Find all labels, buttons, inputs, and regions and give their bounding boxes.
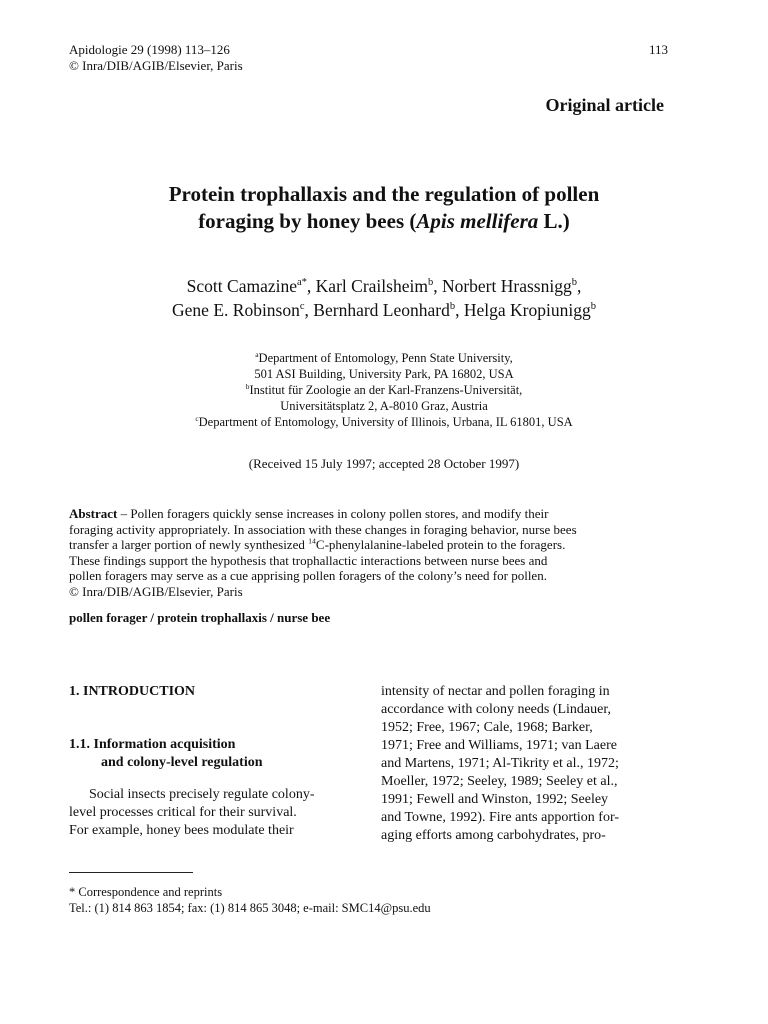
author: Norbert Hrassnigg [441,276,572,296]
keywords: pollen forager / protein trophallaxis / nurse bee [69,610,331,625]
page-number: 113 [648,42,668,57]
author-list [0,274,768,322]
right-column-text: intensity of nectar and pollen foraging in accordance with colony needs (Lindauer, 1952; Free, 1967; Cale, 1968; Barker, 1971; Free and Williams, 1971; van Laere and Martens, 1971; Al-Tikrity et al., 1972; Moeller, 1972; Seeley, 1989; Seeley et al., 1991; Fewell and Winston, 1992; Seeley and Towne, 1992). Fire ants apportion for- aging efforts among carbohydrates, pro- [381,684,619,843]
footnote-correspondence: * Correspondence and reprints [69,885,223,899]
journal-citation: Apidologie 29 (1998) 113–126 [69,42,230,57]
title-line-1: Protein trophallaxis and the regulation of pollen [168,182,600,206]
author-line-2: Gene E. Robinson$^c$, Bernhard Leonhard$^b$, Helga Kropiunigg$^b$ [172,300,596,320]
running-header [69,42,243,74]
article-type: Original article [545,95,664,115]
affiliation-b: $^b$Institut für Zoologie an der Karl-Franzens-Universität, [245,381,523,397]
subsection-heading: 1.1. Information acquisition and colony-level regulation [69,737,263,770]
author-line-1: Scott Camazine$^{a*}$, Karl Crailsheim$^b$, Norbert Hrassnigg$^b$, [186,276,582,296]
header-copyright: © Inra/DIB/AGIB/Elsevier, Paris [69,58,243,73]
author: Gene E. Robinson [172,300,300,320]
author: Scott Camazine [186,276,297,296]
affiliation-c: $^c$Department of Entomology, University of Illinois, Urbana, IL 61801, USA [195,413,573,429]
species-name: Apis mellifera [416,209,539,233]
affiliations: $^a$Department of Entomology, Penn State University, 501 ASI Building, University Park, PA 16802, USA $^b$Institut für Zoologie an der Karl-Franzens-Universität, Universitätsplatz 2, A-8010 Graz, Austria $^c$Department of Entomology, University of Illinois, Urbana, IL 61801, USA [0,350,768,430]
abstract: Abstract – Pollen foragers quickly sense increases in colony pollen stores, and modify their foraging activity appropriately. In association with these changes in foraging behavior, nurse bees transfer a larger portion of newly synthesized $^{14}$C-phenylalanine-labeled protein to the foragers. These findings support the hypothesis that trophallactic interactions between nurse bees and pollen foragers may serve as a cue apprising pollen foragers of the colony’s need for pollen. © Inra/DIB/AGIB/Elsevier, Paris [69,506,577,599]
title-line-2: foraging by honey bees (Apis mellifera L.) [198,209,570,233]
author: Bernhard Leonhard [313,300,450,320]
intro-paragraph: Social insects precisely regulate colony- level processes critical for their survival. For example, honey bees modulate their [69,787,315,838]
affiliation-a: $^a$Department of Entomology, Penn State University, [255,349,513,365]
section-heading: 1. INTRODUCTION [69,684,196,699]
footnote [69,884,431,916]
author: Helga Kropiunigg [463,300,591,320]
paper-title [0,181,768,235]
footnote-rule [69,872,193,873]
author: Karl Crailsheim [315,276,428,296]
received-dates: (Received 15 July 1997; accepted 28 October 1997) [248,456,520,471]
abstract-label: Abstract [69,506,118,521]
footnote-contact: Tel.: (1) 814 863 1854; fax: (1) 814 865 3048; e-mail: SMC14@psu.edu [69,901,431,915]
